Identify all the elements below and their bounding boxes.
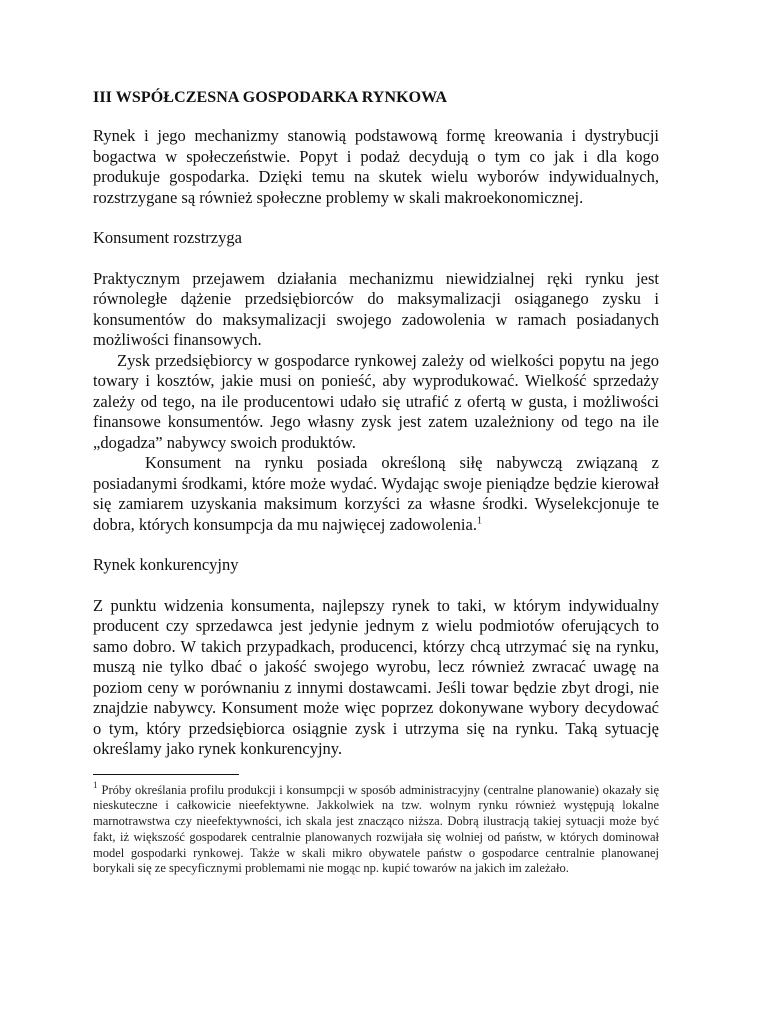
chapter-heading: III WSPÓŁCZESNA GOSPODARKA RYNKOWA — [93, 89, 448, 106]
footnote-mark: 1 — [93, 780, 98, 791]
intro-paragraph: Rynek i jego mechanizmy stanowią podstawową formę kreowania i dystrybucji bogactwa w społeczeństwie. Popyt i podaż decydują o tym co jak i dla kogo produkuje gospodarka. Dzięki temu na skutek wielu wyborów indywidualnych, rozstrzygane są również społeczne problemy w skali makroekonomicznej. — [93, 126, 659, 207]
section-title-competitive-market: Rynek konkurencyjny — [93, 555, 239, 574]
document-page — [93, 82, 659, 877]
footnote-text: Próby określania profilu produkcji i konsumpcji w sposób administracyjny (centralne planowanie) okazały się nieskuteczne i całkowicie nieefektywne. Jakkolwiek na tzw. wolnym rynku również występują lokalne marnotrawstwa czy nieefektywności, ich skala jest znacząco niższa. Dobrą ilustracją takiej sytuacji może być fakt, iż większość gospodarek centralnie planowanych rozwijała się wolniej od państw, w których dominował model gospodarki rynkowej. Także w skali mikro obywatele państw o gospodarce centralnie planowanej borykali się ze specyficznymi problemami nie mogąc np. kupić towarów na jakich im zależało. — [93, 782, 659, 876]
footnote-divider — [93, 774, 239, 775]
section-title-consumer: Konsument rozstrzyga — [93, 228, 242, 247]
consumer-paragraph-2: Zysk przedsiębiorcy w gospodarce rynkowej zależy od wielkości popytu na jego towary i kosztów, jakie musi on ponieść, aby wyprodukować. Wielkość sprzedaży zależy od tego, na ile producentowi udało się utrafić z ofertą w gusta, i możliwości finansowe konsumentów. Jego własny zysk jest zatem uzależniony od tego na ile „dogadza” nabywcy swoich produktów. — [93, 350, 659, 452]
competitive-market-paragraph: Z punktu widzenia konsumenta, najlepszy rynek to taki, w którym indywidualny producent czy sprzedawca jest jedynie jednym z wielu podmiotów oferujących to samo dobro. W takich przypadkach, producenci, którzy chcą utrzymać się na rynku, muszą nie tylko dbać o jakość swojego wyrobu, lecz również zwracać uwagę na poziom ceny w porównaniu z innymi dostawcami. Jeśli towar będzie zbyt drogi, nie znajdzie nabywcy. Konsument może więc poprzez dokonywane wybory decydować o tym, który przedsiębiorca osiągnie zysk i utrzyma się na rynku. Taką sytuację określamy jako rynek konkurencyjny. — [93, 595, 659, 758]
footnote — [93, 780, 659, 878]
consumer-paragraph-3 — [93, 453, 659, 535]
footnote-reference[interactable]: 1 — [476, 515, 482, 526]
consumer-paragraph-1: Praktycznym przejawem działania mechanizmu niewidzialnej ręki rynku jest równoległe dążenie przedsiębiorców do maksymalizacji osiąganego zysku i konsumentów do maksymalizacji swojego zadowolenia w ramach posiadanych możliwości finansowych. — [93, 268, 659, 349]
consumer-paragraph-3-text: Konsument na rynku posiada określoną siłę nabywczą związaną z posiadanymi środkami, które może wydać. Wydając swoje pieniądze będzie kierował się zamiarem uzyskania maksimum korzyści za własne środki. Wyselekcjonuje te dobra, których konsumpcja da mu najwięcej zadowolenia. — [93, 453, 659, 534]
